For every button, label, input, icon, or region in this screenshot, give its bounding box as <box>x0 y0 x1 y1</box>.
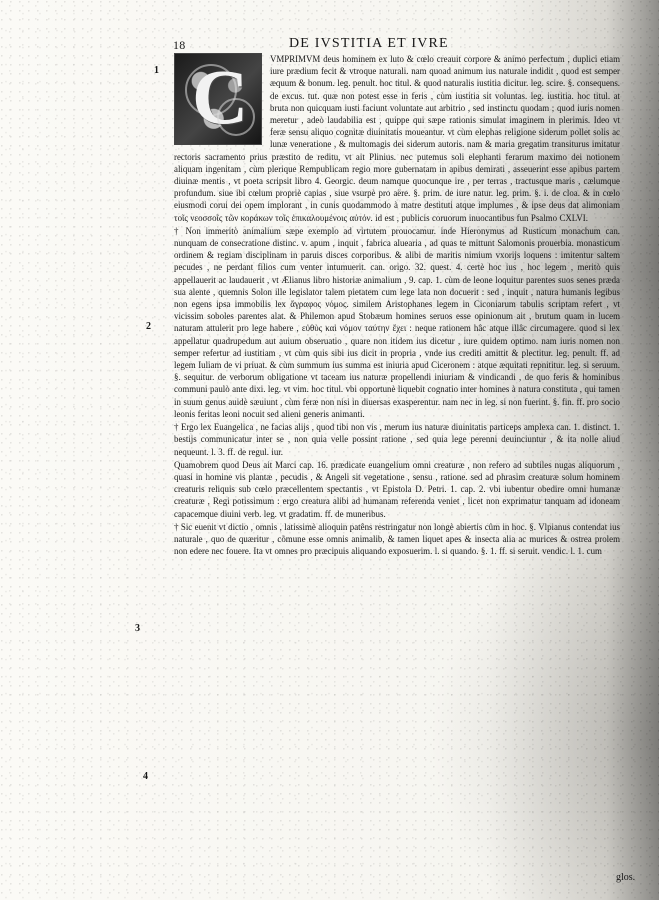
page-title: DE IVSTITIA ET IVRE <box>289 36 449 51</box>
paragraph-3: † Ergo lex Euangelica , ne facias alijs , quod tibi non vis , merum ius naturæ diuinitatis particeps amplexa can. 1. distinct. 1. bestijs communicatur inter se , non quia velle possint ratione , sed quia lege perenni deuinciuntur , & ita nolle aliud nequeunt. l. 3. ff. de regul. iur. <box>174 422 620 457</box>
catchword: glos. <box>616 872 636 883</box>
margin-number-2: 2 <box>146 321 151 332</box>
decorated-initial-letter: C <box>192 53 249 140</box>
margin-number-4: 4 <box>143 771 148 782</box>
paragraph-5: † Sic euenit vt dictio , omnis , latissimè alioquin patêns restringatur non longè abiertis cûm in hoc. §. Vlpianus contendat ius naturale , quo de quæritur , cõmune esse omnis animalib, & tamen liquet apes & insecta alia ac murices & ostrea prolem non edere nec fouere. Ita vt omnes pro præcipuis aliquando exposuerim. l. si quando. §. 1. ff. si seruit. vendic. l. 1. cum <box>174 521 620 557</box>
paragraph-4: Quamobrem quod Deus ait Marci cap. 16. prædicate euangelium omni creaturæ , non refero ad subtiles nugas aliquorum , quasi in homine vis plantæ , pecudis , & Angeli sit vegetatione , sensu , ratione. sed ad phrasim creaturæ solum hominem creaturis reliquis sub cœlo præcellentem spectantis , vt Epistola D. Petri. 1. cap. 2. vbi iubentur obedire omni humanæ creaturæ , Regi potissimum : ergo creatura alibi ad humanam referenda veniet , licet non exprimatur tanquam ad idoneam capacemque diuini verb. leg. vt gradatim. ff. de muneribus. <box>174 459 620 519</box>
paragraph-2: † Non immeritò animalium sæpe exemplo ad virtutem prouocamur. inde Hieronymus ad Rusticum monachum can. nunquam de consecratione distinc. v. apum , inquit , fabrica aluearia , ad quas te mittunt Salomonis prouerbia. monasticum ordinem & regiam disciplinam in paruis disces corporibus. & alibi de maritis nimium vxorijs loquens : imitentur saltem pecudes , ne perdant filios cum venter intumuerit. can. origo. 32. quest. 4. certè hoc ius , hoc legem , meritò quis appellauerit ac laudauerit , vt Ælianus libro historiæ animalium , 9. cap. 1. cùm de leone loquitur parentes suos senes præda sua alente , quemnis Solon ille legislator talem pietatem cum lege lata non docuerit : sed , inquit , natura humanis legibus non egens ipsa immobilis lex ἄγραφος νόμος. similem Aristophanes legem in Ciconiarum tabulis scriptam refert , vt vicissim soboles parentes alat. & Philemon apud Stobæum homines seruos esse opinionum ait , brutum quam in lucem naturam attulerit pro lege habere , εὐθὺς καὶ νόμον ταύτην ἔχει : neque rationem hâc atque illâc circumagere. quod si lex appellatur quadrupedum aut auium obseruatio , quare non itidem ius dicetur , iure quidem optimo. nam iuris nomen non semper refertur ad iustitiam , vt cùm quis sibi ius dicit in propria , vnde ius crediti amittit & plectitur. leg. penult. ff. ad legem Iuliam de vi priuat. & cùm summum ius summa est iniuria apud Ciceronem : atque æquitati repnititur. leg. si seruum. §. sequitur. de verborum obligatione vt taceam ius naturæ propellendi iniuriam & vindicandi , de quo feris & hominibus communi paulò ante dixi. leg. vt vim. hoc titul. vbi opportunè liquebit cognatio inter homines à natura constituta , qui tamen in suum genus auidè sæuiunt , cùm feræ non nisi in diuersas exasperentur. nam nec in leg. si non fuerint. §. fin. ff. pro socio leonis feritas leoni nocuit sed alieni generis animanti. <box>174 225 620 419</box>
body-text <box>174 53 620 558</box>
page-number: 18 <box>173 38 186 52</box>
paragraph-opening <box>174 53 620 224</box>
paragraph-1-text: VMPRIMVM deus hominem ex luto & cœlo creauit corpore & animo perfectum , duplici etiam iure prædium fecit & vtroque naturali. nam quoad animum ius naturale indidit , quod est semper æquum & bonum. leg. penult. hoc titul. & quod naturalis iustitia dicitur. leg. scire. §. consequens. de excus. tut. quæ non potest esse in feris , cùm iustitia sit voluntas. leg. iustitia. hoc titul. at bruta non quicquam iusti faciunt voluntate aut arbitrio , sed instinctu quodam ; quod iuris nomen meretur , adeò laudabilia est , quippe qui sæpe rationis simulat imaginem in plerimis. Ideo vt feræ sensu aliquo cognitæ diuinitatis moueantur. vt cùm elephas religione siderum pollet solis ac lunæ veneratione , & multomagis dei siderum autoris. nam & maria gregatim transiturus imitatur rectoris sacramento prius præstito de reditu, vt ait Plinius. nec putemus soli elephanti ferarum maximo dei notionem aliquam ingenitam , cùm plerique Rempublicam regio more gubernatam in apibus demirati , asseuerint esse apibus partem diuinæ mentis , vt poeta scripsit libro 4. Georgic. deum namque quocunque ire , per terras , tractusque maris , cælumque profundum. siue ibi cœlum propriè capias , siue vsurpè pro aëre. §. prim. de iure natur. leg. prim. §. i. de cloa. & in cœlo eiusmodi corui dei opem implorant , in cunis quodammodo à matre destituti atque implumes , & ipse deus dat alimoniam τοῖς νεοσσοῖς τῶν κοράκων τοῖς ἐπικαλουμένοις αὐτόν. id est , publicis coruorum inuocantibus fun Psalmo CXLVI. <box>174 54 620 223</box>
decorated-initial <box>174 53 262 145</box>
margin-number-3: 3 <box>135 623 140 634</box>
margin-number-1: 1 <box>154 65 159 76</box>
